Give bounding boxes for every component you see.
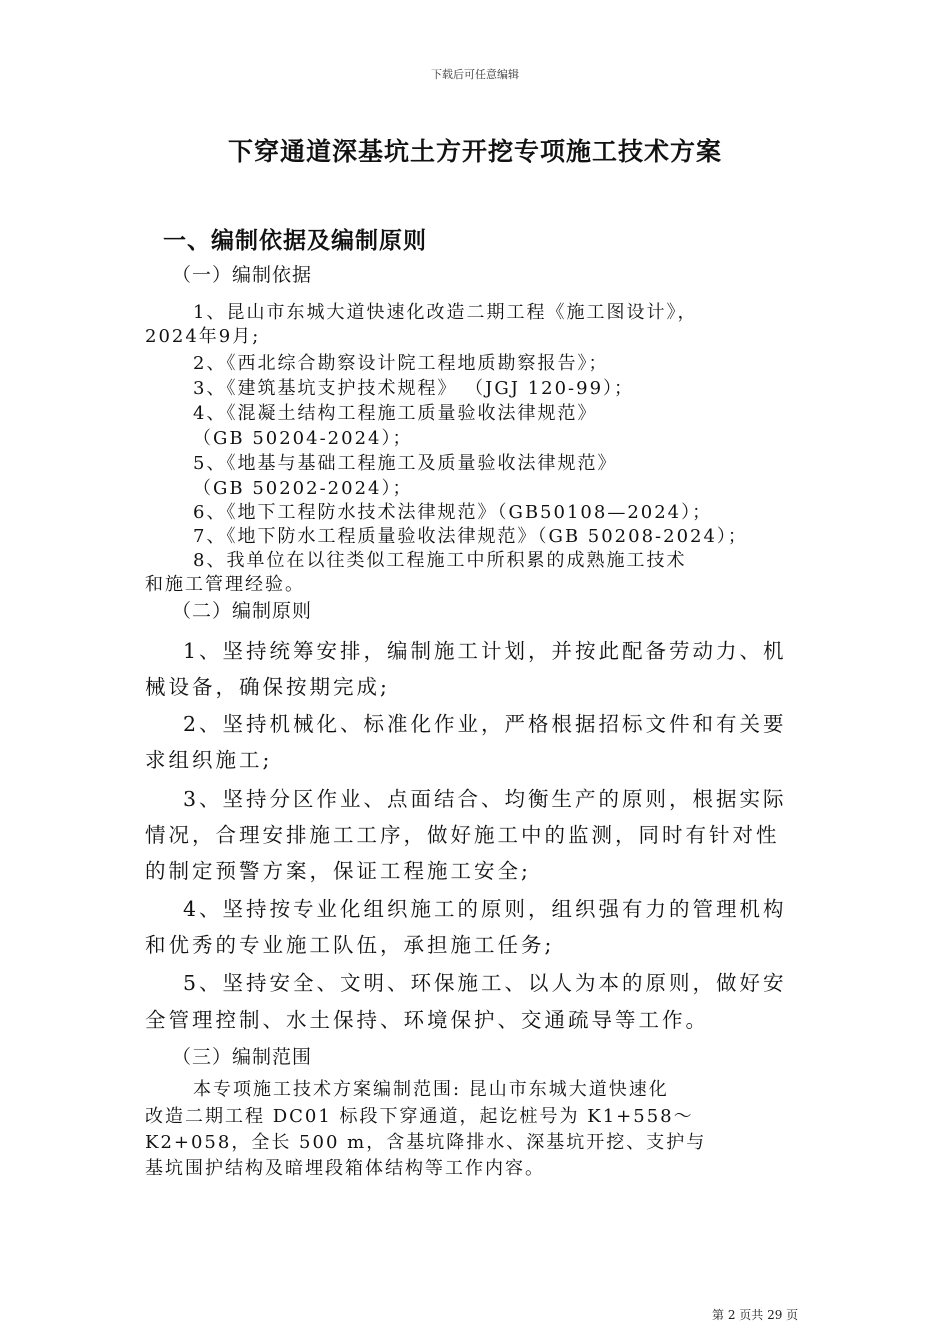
subsection-heading-scope: （三）编制范围 bbox=[172, 1046, 313, 1068]
section-heading: 一、编制依据及编制原则 bbox=[163, 227, 427, 254]
basis-line: 5、《地基与基础工程施工及质量验收法律规范》 bbox=[193, 453, 618, 474]
principle-line: 和优秀的专业施工队伍，承担施工任务; bbox=[145, 933, 555, 957]
basis-line: 8、我单位在以往类似工程施工中所积累的成熟施工技术 bbox=[193, 550, 687, 571]
basis-line: 3、《建筑基坑支护技术规程》 （JGJ 120-99）； bbox=[193, 378, 635, 399]
page-number: 第 2 页共 29 页 bbox=[712, 1308, 799, 1322]
principle-line: 4、坚持按专业化组织施工的原则，组织强有力的管理机构 bbox=[183, 897, 787, 921]
scope-line: K2+058，全长 500 m，含基坑降排水、深基坑开挖、支护与 bbox=[145, 1132, 707, 1153]
principle-line: 的制定预警方案，保证工程施工安全; bbox=[145, 859, 531, 883]
principle-line: 全管理控制、水土保持、环境保护、交通疏导等工作。 bbox=[145, 1008, 709, 1032]
basis-line: 7、《地下防水工程质量验收法律规范》（GB 50208-2024）； bbox=[193, 526, 748, 547]
page-header: 下载后可任意编辑 bbox=[431, 68, 519, 81]
document-title: 下穿通道深基坑土方开挖专项施工技术方案 bbox=[227, 137, 722, 166]
principle-line: 情况，合理安排施工工序，做好施工中的监测，同时有针对性 bbox=[145, 823, 780, 847]
basis-line: 1、昆山市东城大道快速化改造二期工程《施工图设计》， bbox=[193, 302, 698, 323]
basis-line: 和施工管理经验。 bbox=[145, 574, 305, 595]
scope-line: 本专项施工技术方案编制范围: 昆山市东城大道快速化 bbox=[193, 1079, 669, 1100]
principle-line: 5、坚持安全、文明、环保施工、以人为本的原则，做好安 bbox=[183, 971, 787, 995]
principle-line: 1、坚持统筹安排，编制施工计划，并按此配备劳动力、机 bbox=[183, 639, 787, 663]
principle-line: 3、坚持分区作业、点面结合、均衡生产的原则，根据实际 bbox=[183, 787, 787, 811]
basis-line: 4、《混凝土结构工程施工质量验收法律规范》 bbox=[193, 403, 598, 424]
basis-line: （GB 50202-2024）； bbox=[193, 478, 413, 499]
basis-line: 2、《西北综合勘察设计院工程地质勘察报告》； bbox=[193, 353, 609, 374]
principle-line: 求组织施工; bbox=[145, 748, 273, 772]
subsection-heading-principles: （二）编制原则 bbox=[172, 600, 313, 622]
subsection-heading-basis: （一）编制依据 bbox=[172, 264, 313, 286]
principle-line: 2、坚持机械化、标准化作业，严格根据招标文件和有关要 bbox=[183, 712, 787, 736]
scope-line: 改造二期工程 DC01 标段下穿通道，起讫桩号为 K1+558～ bbox=[145, 1106, 694, 1127]
basis-line: 6、《地下工程防水技术法律规范》（GB50108—2024）； bbox=[193, 502, 713, 523]
basis-line: （GB 50204-2024）； bbox=[193, 428, 413, 449]
basis-line: 2024年9月; bbox=[145, 326, 261, 347]
scope-line: 基坑围护结构及暗埋段箱体结构等工作内容。 bbox=[145, 1158, 545, 1179]
principle-line: 械设备，确保按期完成; bbox=[145, 675, 390, 699]
